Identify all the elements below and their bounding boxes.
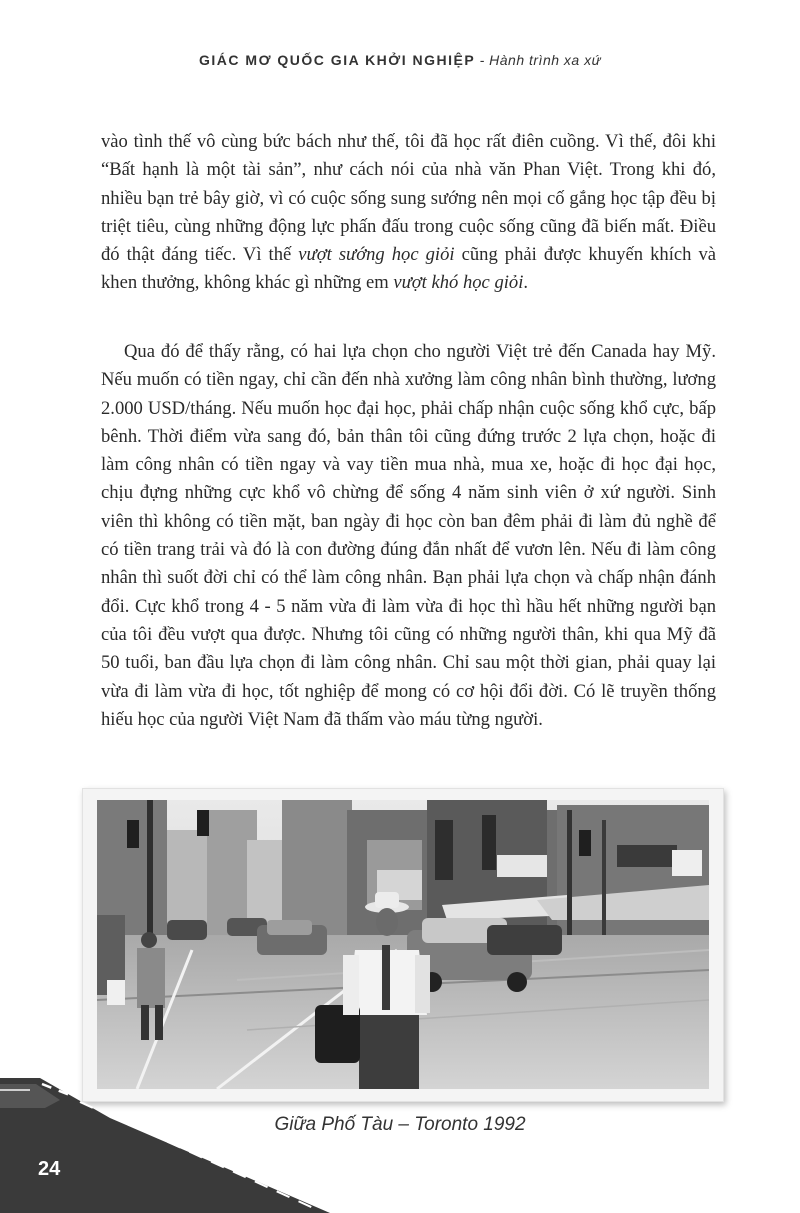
paragraph-2-text: Qua đó để thấy rằng, có hai lựa chọn cho người Việt trẻ đến Canada hay Mỹ. Nếu muốn có tiền ngay, chỉ cần đến nhà xưởng làm công nhân bình thường, lương 2.000 USD/tháng. Nếu muốn học đại học, phải chấp nhận cuộc sống khổ cực, bấp bênh. Thời điểm vừa sang đó, bản thân tôi cũng đứng trước 2 lựa chọn, hoặc đi làm công nhân có tiền ngay và vay tiền mua nhà, mua xe, hoặc đi học đại học, chịu đựng những cực khổ vô chừng để sống 4 năm sinh viên ở xứ người. Sinh viên thì không có tiền mặt, ban ngày đi học còn ban đêm phải đi làm đủ nghề để có tiền trang trải và đó là con đường đúng đắn nhất để vươn lên. Nếu đi làm công nhân thì suốt đời chỉ có thể làm công nhân. Bạn phải lựa chọn và chấp nhận đánh đổi. Cực khổ trong 4 - 5 năm vừa đi làm vừa đi học thì hầu hết những người bạn của tôi đều vượt qua được. Nhưng tôi cũng có những người thân, khi qua Mỹ đã 50 tuổi, ban đầu lựa chọn đi làm công nhân. Chỉ sau một thời gian, phải quay lại vừa đi làm vừa đi học, tốt nghiệp để mong có cơ hội đổi đời. Có lẽ truyền thống hiếu học của người Việt Nam đã thấm vào máu từng người. <box>101 341 716 730</box>
paragraph-1-text-b: cũng phải được khuyến khích và khen thưởng, không khác gì những em <box>101 244 716 294</box>
paragraph-1 <box>101 128 716 298</box>
paragraph-1-emphasis-a: vượt sướng học giỏi <box>298 244 455 266</box>
photo-caption: Giữa Phố Tàu – Toronto 1992 <box>274 1114 526 1135</box>
paragraph-2 <box>101 338 716 734</box>
chapter-subtitle: Hành trình xa xứ <box>489 52 601 68</box>
street-photo <box>97 800 709 1089</box>
chinatown-street-photo <box>97 800 709 1089</box>
road-corner-decoration <box>0 1078 330 1213</box>
paragraph-1-emphasis-b: vượt khó học giỏi <box>393 272 524 294</box>
book-title: GIÁC MƠ QUỐC GIA KHỞI NGHIỆP <box>199 52 476 68</box>
paragraph-1-text-a: vào tình thế vô cùng bức bách như thế, tôi đã học rất điên cuồng. Vì thế, đôi khi “Bất hạnh là một tài sản”, như cách nói của nhà văn Phan Việt. Trong khi đó, nhiều bạn trẻ bây giờ, vì có cuộc sống sung sướng nên mọi cố gắng học tập đều bị triệt tiêu, cùng những động lực phấn đấu trong cuộc sống cũng đã biến mất. Điều đó thật đáng tiếc. Vì thế <box>101 131 716 266</box>
photo-frame <box>82 788 724 1102</box>
page-number: 24 <box>38 1158 61 1180</box>
header-separator: - <box>475 52 490 68</box>
running-header <box>0 52 800 68</box>
paragraph-1-text-c: . <box>523 272 529 294</box>
